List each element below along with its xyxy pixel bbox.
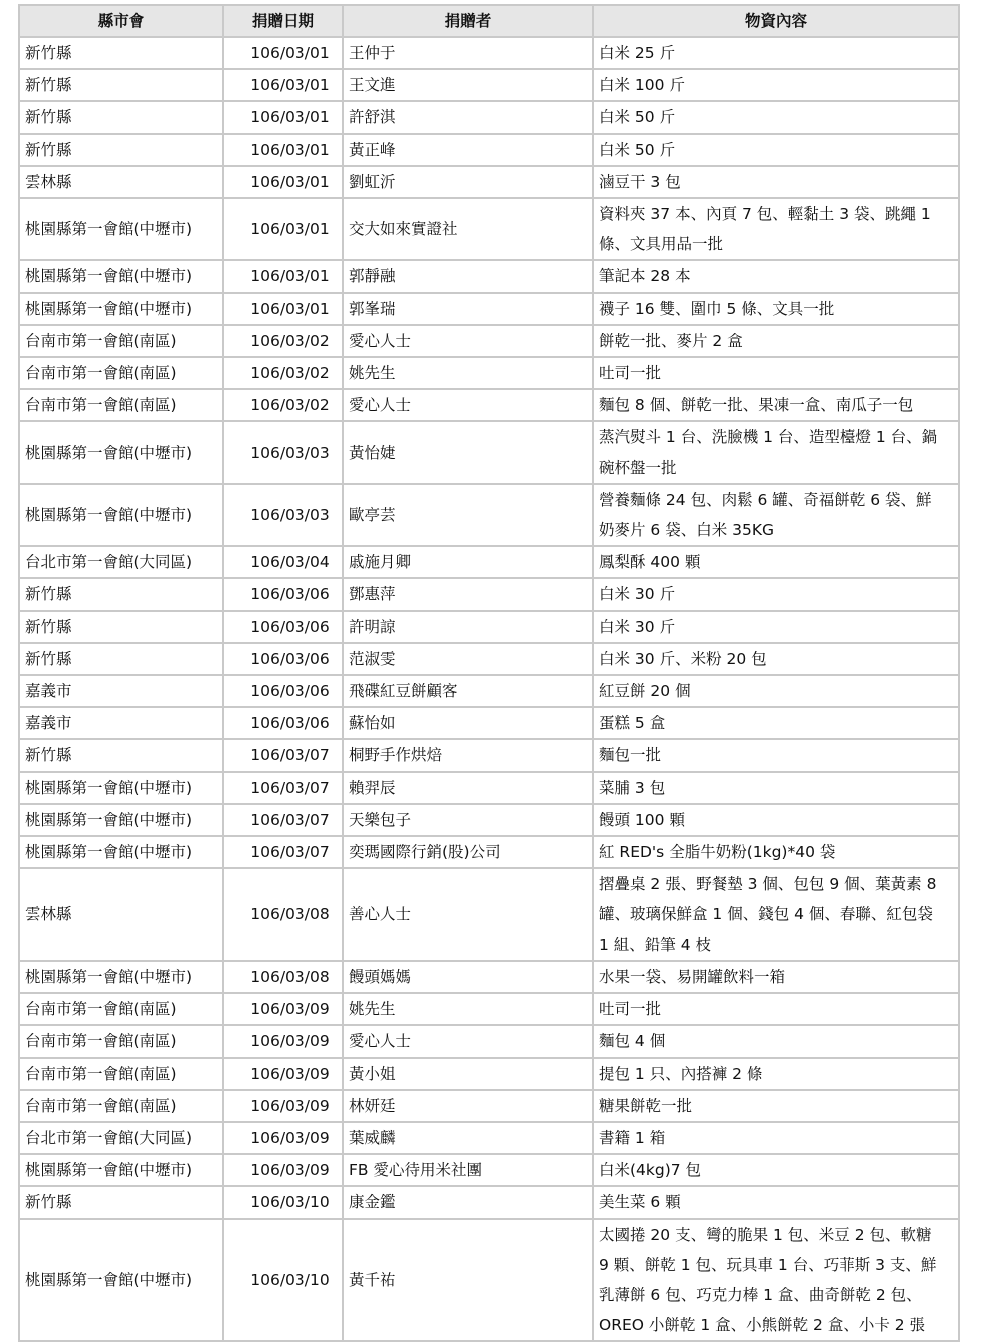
cell-items <box>593 69 959 101</box>
cell-donor: 歐亭芸 <box>343 484 593 546</box>
cell-date: 106/03/06 <box>223 611 343 643</box>
cell-county: 雲林縣 <box>19 868 223 961</box>
item-line: 蒸汽熨斗 1 台、洗臉機 1 台、造型檯燈 1 台、鍋 <box>599 428 938 447</box>
item-line: 美生菜 6 顆 <box>599 1193 681 1212</box>
table-row <box>19 421 959 483</box>
cell-items <box>593 1025 959 1057</box>
item-line: 水果一袋、易開罐飲料一箱 <box>599 967 786 986</box>
table-row <box>19 1025 959 1057</box>
cell-date: 106/03/01 <box>223 293 343 325</box>
cell-date: 106/03/01 <box>223 101 343 133</box>
cell-donor: 黃千祐 <box>343 1219 593 1342</box>
cell-date: 106/03/03 <box>223 421 343 483</box>
cell-items <box>593 578 959 610</box>
cell-date: 106/03/06 <box>223 578 343 610</box>
item-line: 紅 RED's 全脂牛奶粉(1kg)*40 袋 <box>599 843 836 862</box>
table-row <box>19 1186 959 1218</box>
item-line: 白米 30 斤 <box>599 617 676 636</box>
cell-county: 桃園縣第一會館(中壢市) <box>19 484 223 546</box>
cell-items <box>593 643 959 675</box>
cell-county: 新竹縣 <box>19 739 223 771</box>
header-donor: 捐贈者 <box>343 5 593 37</box>
cell-county: 台南市第一會館(南區) <box>19 325 223 357</box>
cell-items <box>593 198 959 260</box>
item-line: 條、文具用品一批 <box>599 235 724 254</box>
cell-items <box>593 993 959 1025</box>
cell-donor: 姚先生 <box>343 993 593 1025</box>
cell-donor: 賴羿辰 <box>343 772 593 804</box>
cell-date: 106/03/06 <box>223 675 343 707</box>
cell-donor: 鄧惠萍 <box>343 578 593 610</box>
cell-date: 106/03/09 <box>223 1058 343 1090</box>
item-line: 營養麵條 24 包、肉鬆 6 罐、奇福餅乾 6 袋、鮮 <box>599 490 932 509</box>
cell-date: 106/03/02 <box>223 325 343 357</box>
item-line: OREO 小餅乾 1 盒、小熊餅乾 2 盒、小卡 2 張 <box>599 1316 926 1335</box>
cell-date: 106/03/06 <box>223 643 343 675</box>
cell-items <box>593 37 959 69</box>
item-line: 饅頭 100 顆 <box>599 810 685 829</box>
cell-county: 新竹縣 <box>19 37 223 69</box>
table-row <box>19 389 959 421</box>
cell-date: 106/03/01 <box>223 134 343 166</box>
item-line: 白米 50 斤 <box>599 140 676 159</box>
cell-date: 106/03/01 <box>223 69 343 101</box>
item-line: 9 顆、餅乾 1 包、玩具車 1 台、巧菲斯 3 支、鮮 <box>599 1255 937 1274</box>
cell-donor: 劉虹沂 <box>343 166 593 198</box>
table-row <box>19 868 959 961</box>
cell-county: 桃園縣第一會館(中壢市) <box>19 1154 223 1186</box>
cell-donor: 愛心人士 <box>343 1025 593 1057</box>
table-row <box>19 484 959 546</box>
item-line: 蛋糕 5 盒 <box>599 714 666 733</box>
cell-county: 台南市第一會館(南區) <box>19 389 223 421</box>
cell-items <box>593 1058 959 1090</box>
table-row <box>19 546 959 578</box>
cell-items <box>593 293 959 325</box>
item-line: 碗杯盤一批 <box>599 458 677 477</box>
cell-county: 台南市第一會館(南區) <box>19 357 223 389</box>
cell-donor: 許明諒 <box>343 611 593 643</box>
table-body <box>19 37 959 1341</box>
cell-donor: 葉威麟 <box>343 1122 593 1154</box>
cell-date: 106/03/09 <box>223 1122 343 1154</box>
item-line: 罐、玻璃保鮮盒 1 個、錢包 4 個、春聯、紅包袋 <box>599 905 933 924</box>
cell-county: 新竹縣 <box>19 134 223 166</box>
item-line: 滷豆干 3 包 <box>599 172 681 191</box>
cell-donor: 郭靜融 <box>343 260 593 292</box>
cell-date: 106/03/02 <box>223 357 343 389</box>
table-row <box>19 134 959 166</box>
item-line: 麵包一批 <box>599 746 662 765</box>
cell-donor: 范淑雯 <box>343 643 593 675</box>
cell-county: 新竹縣 <box>19 643 223 675</box>
cell-items <box>593 260 959 292</box>
cell-county: 台南市第一會館(南區) <box>19 993 223 1025</box>
cell-donor: 奕瑪國際行銷(股)公司 <box>343 836 593 868</box>
cell-date: 106/03/07 <box>223 772 343 804</box>
table-row <box>19 772 959 804</box>
table-row <box>19 1090 959 1122</box>
cell-items <box>593 1219 959 1342</box>
item-line: 乳薄餅 6 包、巧克力棒 1 盒、曲奇餅乾 2 包、 <box>599 1285 922 1304</box>
table-row <box>19 1122 959 1154</box>
cell-date: 106/03/08 <box>223 868 343 961</box>
cell-county: 桃園縣第一會館(中壢市) <box>19 260 223 292</box>
table-row <box>19 1154 959 1186</box>
item-line: 太國捲 20 支、彎的脆果 1 包、米豆 2 包、軟糖 <box>599 1225 932 1244</box>
cell-items <box>593 1122 959 1154</box>
item-line: 襪子 16 雙、圍巾 5 條、文具一批 <box>599 299 835 318</box>
cell-date: 106/03/01 <box>223 37 343 69</box>
cell-donor: 黃小姐 <box>343 1058 593 1090</box>
cell-donor: 王文進 <box>343 69 593 101</box>
cell-items <box>593 1154 959 1186</box>
cell-county: 台南市第一會館(南區) <box>19 1058 223 1090</box>
cell-county: 台南市第一會館(南區) <box>19 1090 223 1122</box>
cell-donor: 天樂包子 <box>343 804 593 836</box>
table-row <box>19 293 959 325</box>
header-county: 縣市會 <box>19 5 223 37</box>
cell-county: 台北市第一會館(大同區) <box>19 1122 223 1154</box>
cell-donor: 林妍廷 <box>343 1090 593 1122</box>
table-row <box>19 69 959 101</box>
table-row <box>19 198 959 260</box>
table-row <box>19 1219 959 1342</box>
cell-date: 106/03/09 <box>223 993 343 1025</box>
cell-county: 雲林縣 <box>19 166 223 198</box>
cell-donor: 交大如來實證社 <box>343 198 593 260</box>
cell-county: 台北市第一會館(大同區) <box>19 546 223 578</box>
cell-county: 桃園縣第一會館(中壢市) <box>19 836 223 868</box>
cell-donor: FB 愛心待用米社團 <box>343 1154 593 1186</box>
item-line: 筆記本 28 本 <box>599 267 691 286</box>
cell-date: 106/03/02 <box>223 389 343 421</box>
item-line: 紅豆餅 20 個 <box>599 682 691 701</box>
table-row <box>19 804 959 836</box>
cell-county: 新竹縣 <box>19 1186 223 1218</box>
cell-donor: 善心人士 <box>343 868 593 961</box>
item-line: 糖果餅乾一批 <box>599 1096 693 1115</box>
table-row <box>19 739 959 771</box>
table-row <box>19 993 959 1025</box>
cell-donor: 愛心人士 <box>343 325 593 357</box>
cell-donor: 康金鑑 <box>343 1186 593 1218</box>
cell-items <box>593 961 959 993</box>
cell-donor: 蘇怡如 <box>343 707 593 739</box>
cell-date: 106/03/03 <box>223 484 343 546</box>
cell-donor: 黃怡婕 <box>343 421 593 483</box>
item-line: 白米 30 斤 <box>599 585 676 604</box>
table-row <box>19 961 959 993</box>
table-row <box>19 166 959 198</box>
cell-date: 106/03/09 <box>223 1090 343 1122</box>
table-row <box>19 260 959 292</box>
item-line: 白米 30 斤、米粉 20 包 <box>599 649 767 668</box>
table-row <box>19 325 959 357</box>
cell-date: 106/03/01 <box>223 166 343 198</box>
header-date: 捐贈日期 <box>223 5 343 37</box>
item-line: 白米 100 斤 <box>599 76 685 95</box>
cell-items <box>593 101 959 133</box>
cell-date: 106/03/06 <box>223 707 343 739</box>
cell-items <box>593 836 959 868</box>
cell-items <box>593 707 959 739</box>
table-header-row <box>19 5 959 37</box>
cell-county: 新竹縣 <box>19 101 223 133</box>
cell-items <box>593 357 959 389</box>
cell-items <box>593 1090 959 1122</box>
table-row <box>19 836 959 868</box>
table-row <box>19 1058 959 1090</box>
cell-county: 桃園縣第一會館(中壢市) <box>19 421 223 483</box>
item-line: 吐司一批 <box>599 364 662 383</box>
cell-date: 106/03/07 <box>223 804 343 836</box>
cell-date: 106/03/04 <box>223 546 343 578</box>
item-line: 白米(4kg)7 包 <box>599 1161 702 1180</box>
table-row <box>19 707 959 739</box>
table-row <box>19 643 959 675</box>
cell-county: 新竹縣 <box>19 611 223 643</box>
item-line: 麵包 8 個、餅乾一批、果凍一盒、南瓜子一包 <box>599 396 914 415</box>
cell-county: 桃園縣第一會館(中壢市) <box>19 198 223 260</box>
cell-county: 桃園縣第一會館(中壢市) <box>19 1219 223 1342</box>
table-row <box>19 101 959 133</box>
cell-items <box>593 675 959 707</box>
donation-table-container <box>18 4 958 1342</box>
table-row <box>19 578 959 610</box>
cell-date: 106/03/09 <box>223 1154 343 1186</box>
cell-donor: 姚先生 <box>343 357 593 389</box>
cell-date: 106/03/07 <box>223 836 343 868</box>
item-line: 資料夾 37 本、內頁 7 包、輕黏土 3 袋、跳繩 1 <box>599 205 931 224</box>
cell-county: 桃園縣第一會館(中壢市) <box>19 293 223 325</box>
donation-table <box>18 4 960 1342</box>
cell-date: 106/03/08 <box>223 961 343 993</box>
cell-items <box>593 739 959 771</box>
cell-items <box>593 611 959 643</box>
cell-items <box>593 804 959 836</box>
cell-county: 桃園縣第一會館(中壢市) <box>19 772 223 804</box>
item-line: 奶麥片 6 袋、白米 35KG <box>599 521 775 540</box>
cell-donor: 戚施月卿 <box>343 546 593 578</box>
item-line: 麵包 4 個 <box>599 1032 666 1051</box>
item-line: 提包 1 只、內搭褲 2 條 <box>599 1064 763 1083</box>
item-line: 白米 50 斤 <box>599 108 676 127</box>
cell-items <box>593 546 959 578</box>
cell-items <box>593 166 959 198</box>
cell-county: 台南市第一會館(南區) <box>19 1025 223 1057</box>
cell-items <box>593 389 959 421</box>
item-line: 1 組、鉛筆 4 枝 <box>599 935 712 954</box>
cell-county: 新竹縣 <box>19 69 223 101</box>
cell-donor: 郭峯瑞 <box>343 293 593 325</box>
cell-county: 桃園縣第一會館(中壢市) <box>19 804 223 836</box>
cell-donor: 王仲于 <box>343 37 593 69</box>
item-line: 摺疊桌 2 張、野餐墊 3 個、包包 9 個、葉黃素 8 <box>599 875 937 894</box>
item-line: 鳳梨酥 400 顆 <box>599 553 701 572</box>
cell-date: 106/03/01 <box>223 260 343 292</box>
cell-donor: 愛心人士 <box>343 389 593 421</box>
cell-county: 嘉義市 <box>19 707 223 739</box>
item-line: 吐司一批 <box>599 1000 662 1019</box>
cell-donor: 饅頭媽媽 <box>343 961 593 993</box>
item-line: 書籍 1 箱 <box>599 1128 666 1147</box>
item-line: 白米 25 斤 <box>599 44 676 62</box>
cell-items <box>593 421 959 483</box>
header-items: 物資內容 <box>593 5 959 37</box>
table-row <box>19 675 959 707</box>
cell-date: 106/03/10 <box>223 1186 343 1218</box>
cell-items <box>593 772 959 804</box>
item-line: 餅乾一批、麥片 2 盒 <box>599 331 743 350</box>
cell-date: 106/03/01 <box>223 198 343 260</box>
cell-date: 106/03/07 <box>223 739 343 771</box>
cell-date: 106/03/10 <box>223 1219 343 1342</box>
table-row <box>19 611 959 643</box>
cell-donor: 黃正峰 <box>343 134 593 166</box>
cell-county: 桃園縣第一會館(中壢市) <box>19 961 223 993</box>
cell-county: 新竹縣 <box>19 578 223 610</box>
cell-items <box>593 134 959 166</box>
cell-items <box>593 868 959 961</box>
cell-donor: 許舒淇 <box>343 101 593 133</box>
cell-donor: 桐野手作烘焙 <box>343 739 593 771</box>
cell-items <box>593 325 959 357</box>
cell-date: 106/03/09 <box>223 1025 343 1057</box>
table-row <box>19 357 959 389</box>
cell-county: 嘉義市 <box>19 675 223 707</box>
cell-items <box>593 484 959 546</box>
cell-donor: 飛碟紅豆餅顧客 <box>343 675 593 707</box>
item-line: 菜脯 3 包 <box>599 778 666 797</box>
cell-items <box>593 1186 959 1218</box>
table-row <box>19 37 959 69</box>
